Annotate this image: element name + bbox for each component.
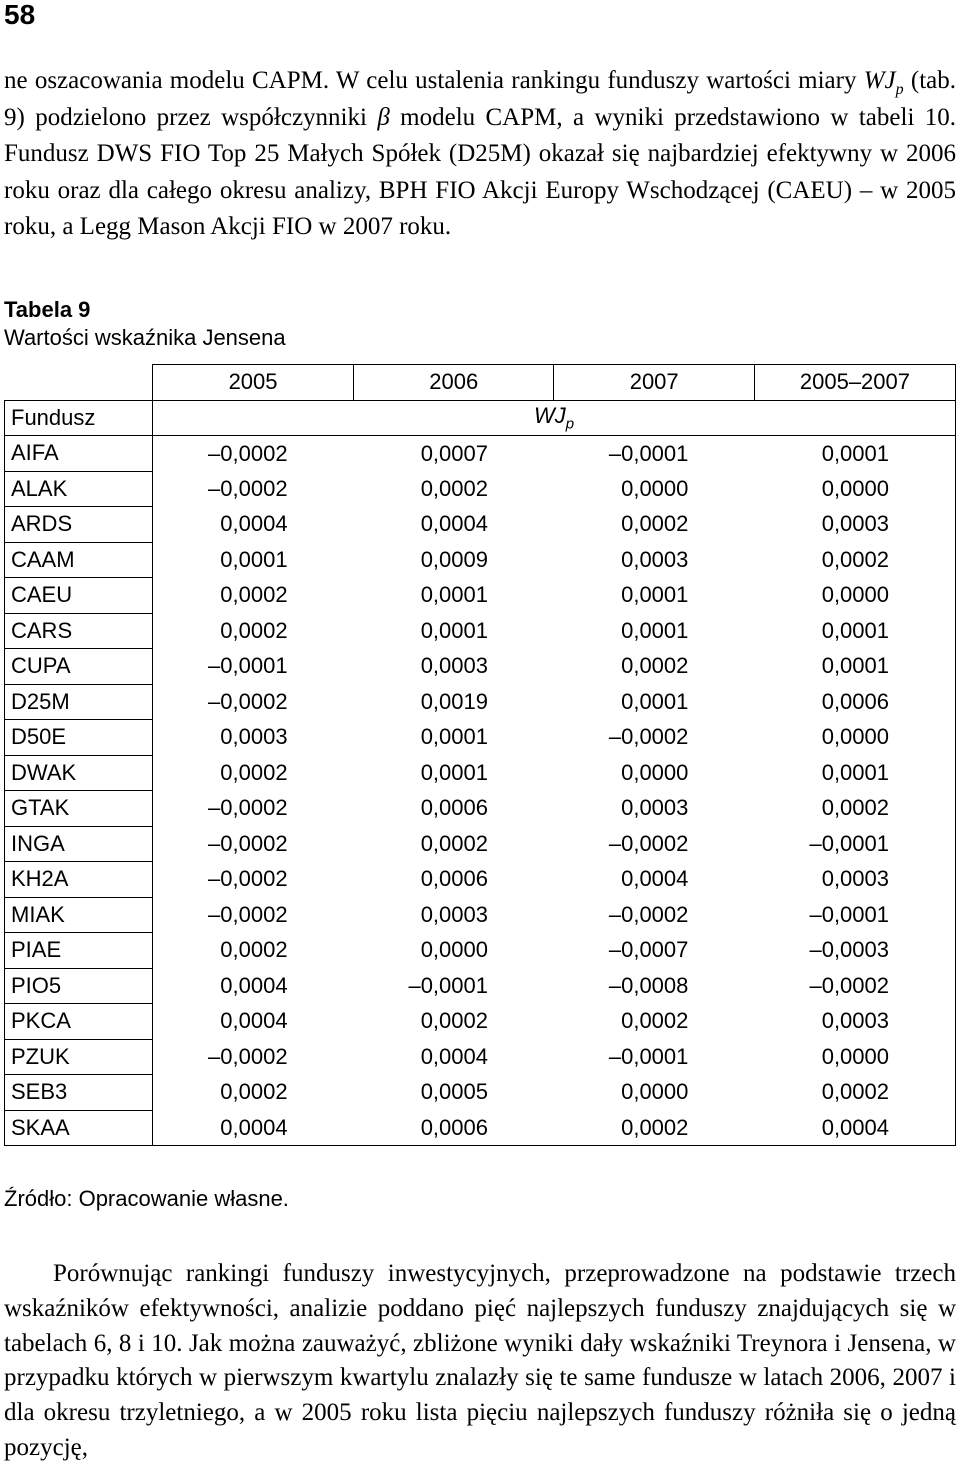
table-row (5, 649, 956, 685)
value-cell: 0,0019 (420, 688, 488, 714)
value-cell: 0,0003 (420, 653, 488, 679)
value-cell: 0,0004 (153, 1004, 354, 1040)
fund-code-cell: D50E (5, 720, 153, 756)
beta-symbol: β (377, 103, 390, 131)
value-cell: 0,0002 (621, 511, 689, 537)
value-cell: –0,0002 (153, 471, 354, 507)
value-cell: 0,0000 (621, 759, 689, 785)
value-cell: 0,0004 (153, 507, 354, 543)
value-cell: 0,0001 (420, 724, 488, 750)
measure-header-row (5, 400, 956, 436)
table-row (5, 578, 956, 614)
value-cell: 0,0002 (420, 830, 488, 856)
table-row (5, 968, 956, 1004)
value-cell: 0,0003 (621, 795, 689, 821)
table-caption (4, 296, 286, 352)
value-cell: 0,0004 (754, 1110, 955, 1146)
value-cell: 0,0003 (420, 901, 488, 927)
fund-code-cell: CAEU (5, 578, 153, 614)
value-cell: 0,0000 (754, 578, 955, 614)
fund-code-cell: SEB3 (5, 1075, 153, 1111)
value-cell: 0,0000 (621, 1079, 689, 1105)
table-row (5, 507, 956, 543)
value-cell: 0,0003 (754, 1004, 955, 1040)
value-cell: –0,0002 (153, 897, 354, 933)
year-2006-header: 2006 (354, 365, 554, 401)
year-2005-header: 2005 (153, 365, 354, 401)
value-cell: 0,0004 (420, 1043, 488, 1069)
value-cell: –0,0002 (754, 968, 955, 1004)
value-cell: –0,0002 (153, 826, 354, 862)
value-cell: 0,0002 (621, 653, 689, 679)
intro-text-3: modelu CAPM, a wyniki przedstawiono w tabeli 10. Fundusz DWS FIO Top 25 Małych Spółek (D25M) okazał się najbardziej efektywny w 2006 roku oraz dla całego okresu analizy, BPH FIO Akcji Europy Wschodzącej (CAEU) – w 2005 roku, a Legg Mason Akcji FIO w 2007 roku. (4, 103, 957, 240)
table-row (5, 755, 956, 791)
value-cell: 0,0003 (754, 507, 955, 543)
value-cell: –0,0008 (608, 972, 689, 998)
value-cell: –0,0002 (608, 724, 689, 750)
value-cell: 0,0002 (420, 475, 488, 501)
value-cell: –0,0002 (153, 791, 354, 827)
value-cell: –0,0001 (754, 826, 955, 862)
fund-code-cell: GTAK (5, 791, 153, 827)
fund-code-cell: PZUK (5, 1039, 153, 1075)
value-cell: 0,0001 (754, 436, 955, 472)
value-cell: 0,0002 (754, 542, 955, 578)
fund-code-cell: ARDS (5, 507, 153, 543)
value-cell: 0,0004 (153, 968, 354, 1004)
value-cell: 0,0002 (420, 1008, 488, 1034)
value-cell: 0,0001 (420, 617, 488, 643)
value-cell: 0,0000 (754, 471, 955, 507)
value-cell: 0,0001 (754, 649, 955, 685)
value-cell: –0,0003 (754, 933, 955, 969)
value-cell: 0,0001 (621, 582, 689, 608)
value-cell: 0,0000 (754, 720, 955, 756)
table-row (5, 613, 956, 649)
year-2007-header: 2007 (554, 365, 754, 401)
value-cell: –0,0002 (153, 862, 354, 898)
fund-code-cell: CARS (5, 613, 153, 649)
value-cell: –0,0001 (408, 972, 488, 998)
fund-code-cell: MIAK (5, 897, 153, 933)
value-cell: 0,0002 (621, 1008, 689, 1034)
value-cell: 0,0000 (420, 937, 488, 963)
value-cell: –0,0001 (153, 649, 354, 685)
value-cell: 0,0003 (621, 546, 689, 572)
table-row (5, 720, 956, 756)
value-cell: 0,0002 (554, 1110, 754, 1146)
table-source: Źródło: Opracowanie własne. (4, 1186, 289, 1211)
fund-code-cell: DWAK (5, 755, 153, 791)
fund-code-cell: KH2A (5, 862, 153, 898)
table-row (5, 1039, 956, 1075)
fund-column-header: Fundusz (5, 400, 153, 436)
table-row (5, 684, 956, 720)
value-cell: 0,0002 (153, 755, 354, 791)
value-cell: 0,0006 (420, 866, 488, 892)
fund-code-cell: INGA (5, 826, 153, 862)
value-cell: 0,0000 (621, 475, 689, 501)
year-header-row (5, 365, 956, 401)
value-cell: 0,0006 (754, 684, 955, 720)
page-number: 58 (4, 0, 36, 30)
value-cell: 0,0001 (420, 582, 488, 608)
value-cell: –0,0002 (153, 1039, 354, 1075)
table-row (5, 1004, 956, 1040)
value-cell: 0,0001 (621, 688, 689, 714)
value-cell: 0,0004 (420, 511, 488, 537)
measure-symbol: WJ (533, 403, 566, 429)
value-cell: 0,0004 (153, 1110, 354, 1146)
table-row (5, 1110, 956, 1146)
intro-paragraph (4, 63, 956, 246)
fund-code-cell: CAAM (5, 542, 153, 578)
value-cell: 0,0003 (153, 720, 354, 756)
table-row (5, 542, 956, 578)
value-cell: –0,0002 (608, 830, 689, 856)
value-cell: 0,0002 (153, 1075, 354, 1111)
value-cell: 0,0001 (754, 755, 955, 791)
value-cell: 0,0009 (420, 546, 488, 572)
value-cell: 0,0005 (420, 1079, 488, 1105)
table-row (5, 791, 956, 827)
value-cell: 0,0004 (621, 866, 689, 892)
wj-symbol: WJ (863, 67, 896, 94)
value-cell: 0,0000 (754, 1039, 955, 1075)
value-cell: 0,0001 (153, 542, 354, 578)
value-cell: –0,0001 (754, 897, 955, 933)
value-cell: –0,0002 (153, 684, 354, 720)
value-cell: –0,0001 (554, 436, 754, 472)
value-cell: 0,0001 (621, 617, 689, 643)
table-row (5, 436, 956, 472)
measure-header (153, 400, 956, 436)
corner-cell (5, 365, 153, 401)
table-row (5, 897, 956, 933)
value-cell: 0,0006 (420, 795, 488, 821)
fund-code-cell: ALAK (5, 471, 153, 507)
value-cell: –0,0002 (153, 436, 354, 472)
value-cell: –0,0002 (608, 901, 689, 927)
table-row (5, 862, 956, 898)
measure-subscript: p (565, 415, 575, 433)
period-header: 2005–2007 (754, 365, 955, 401)
value-cell: 0,0002 (153, 613, 354, 649)
value-cell: –0,0007 (608, 937, 689, 963)
value-cell: 0,0002 (153, 933, 354, 969)
intro-text-1: ne oszacowania modelu CAPM. W celu ustalenia rankingu funduszy wartości miary (4, 67, 864, 94)
fund-code-cell: AIFA (5, 436, 153, 472)
table-row (5, 933, 956, 969)
value-cell: –0,0001 (608, 1043, 689, 1069)
wj-subscript: p (895, 81, 904, 98)
table-title: Wartości wskaźnika Jensena (4, 325, 286, 350)
outro-paragraph: Porównując rankingi funduszy inwestycyjnych, przeprowadzone na podstawie trzech wskaźników efektywności, analizie poddano pięć najlepszych funduszy znajdujących się w tabelach 6, 8 i 10. Jak można zauważyć, zbliżone wyniki dały wskaźniki Treynora i Jensena, w przypadku których w pierwszym kwartylu znalazły się te same fundusze w latach 2006, 2007 i dla okresu trzyletniego, a w 2005 roku lista pięciu najlepszych funduszy różniła się o jedną pozycję, (4, 1260, 956, 1461)
value-cell: 0,0007 (354, 436, 554, 472)
value-cell: 0,0002 (754, 1075, 955, 1111)
table-label: Tabela 9 (4, 297, 91, 322)
table-row (5, 826, 956, 862)
intro-text-2: (tab. 9) podzielono przez współczynniki (4, 67, 956, 131)
value-cell: 0,0001 (420, 759, 488, 785)
fund-code-cell: CUPA (5, 649, 153, 685)
value-cell: 0,0003 (754, 862, 955, 898)
value-cell: 0,0002 (754, 791, 955, 827)
table-row (5, 471, 956, 507)
fund-code-cell: PIO5 (5, 968, 153, 1004)
fund-code-cell: SKAA (5, 1110, 153, 1146)
fund-code-cell: PIAE (5, 933, 153, 969)
value-cell: 0,0001 (754, 613, 955, 649)
fund-code-cell: PKCA (5, 1004, 153, 1040)
value-cell: 0,0002 (153, 578, 354, 614)
table-row (5, 1075, 956, 1111)
fund-code-cell: D25M (5, 684, 153, 720)
value-cell: 0,0006 (354, 1110, 554, 1146)
jensen-table (4, 364, 956, 1146)
